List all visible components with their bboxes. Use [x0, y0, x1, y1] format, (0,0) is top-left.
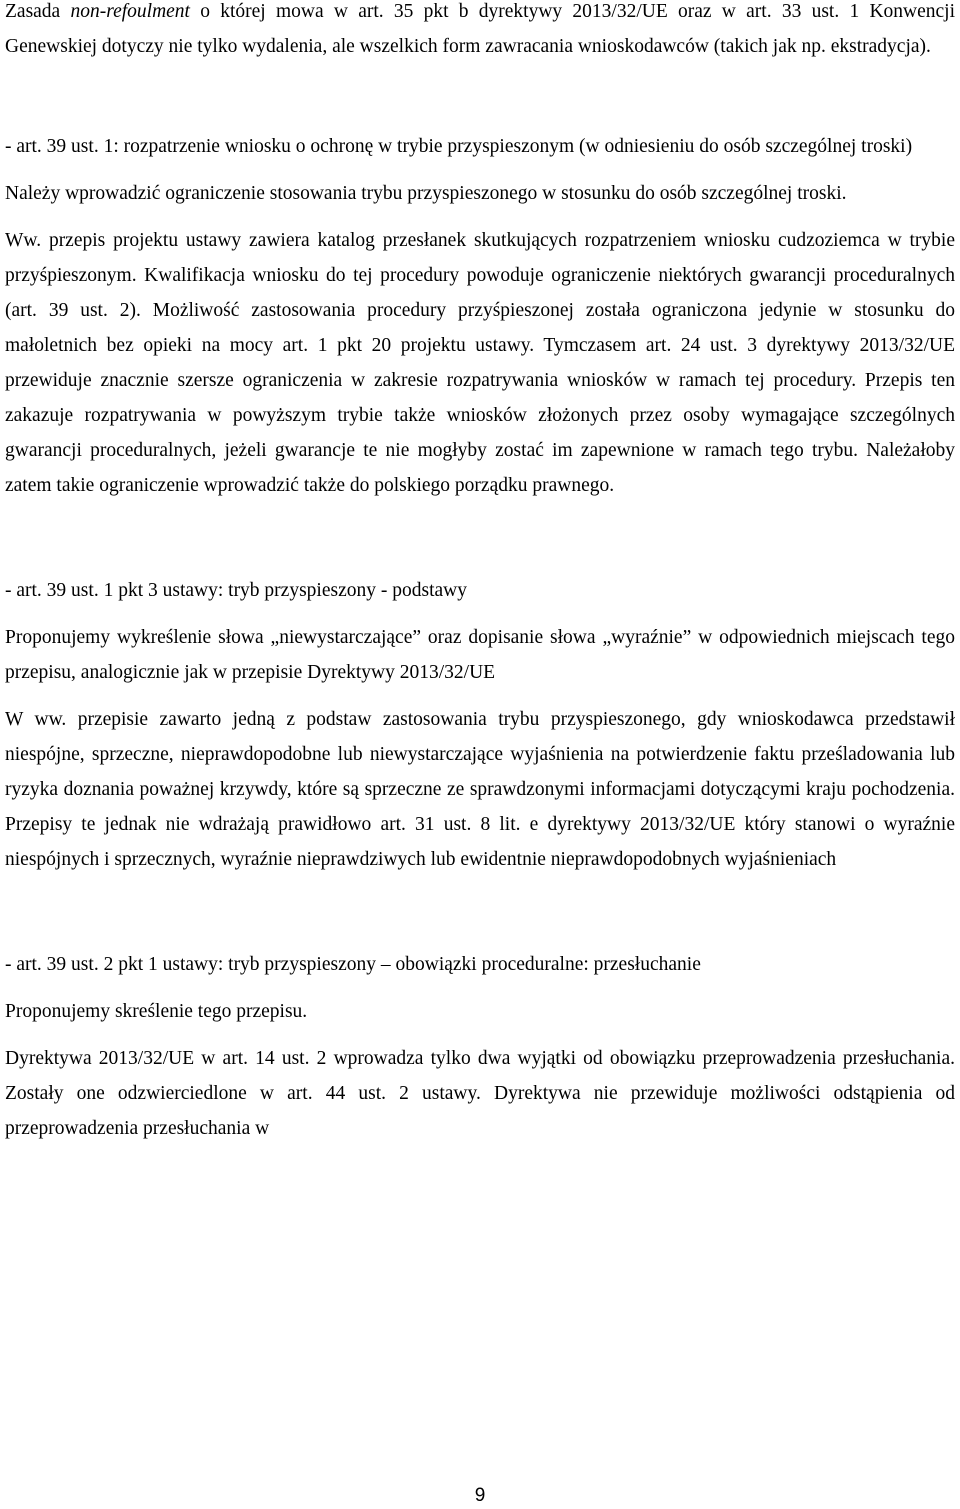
- paragraph-text: Zasada: [5, 1, 71, 22]
- latin-term: non-refoulment: [70, 1, 190, 22]
- paragraph-proposal: Proponujemy skreślenie tego przepisu.: [5, 1001, 308, 1022]
- paragraph-justification: Dyrektywa 2013/32/UE w art. 14 ust. 2 wprowadza tylko dwa wyjątki od obowiązku przeprowadzenia przesłuchania. Zostały one odzwierciedlone w art. 44 ust. 2 ustawy. Dyrektywa nie przewiduje możliwości odstąpienia od przeprowadzenia przesłuchania w: [5, 1048, 955, 1139]
- paragraph-proposal: Proponujemy wykreślenie słowa „niewystarczające” oraz dopisanie słowa „wyraźnie” w odpowiednich miejscach tego przepisu, analogicznie jak w przepisie Dyrektywy 2013/32/UE: [5, 627, 955, 683]
- paragraph-justification: Ww. przepis projektu ustawy zawiera katalog przesłanek skutkujących rozpatrzeniem wniosku cudzoziemca w trybie przyśpieszonym. Kwalifikacja wniosku do tej procedury powoduje ograniczenie niektórych gwarancji proceduralnych (art. 39 ust. 2). Możliwość zastosowania procedury przyśpieszonej została ograniczona jedynie w stosunku do małoletnich bez opieki na mocy art. 1 pkt 20 projektu ustawy. Tymczasem art. 24 ust. 3 dyrektywy 2013/32/UE przewiduje znacznie szersze ograniczenia w zakresie rozpatrywania wniosków w ramach tej procedury. Przepis ten zakazuje rozpatrywania w powyższym trybie także wniosków złożonych przez osoby wymagające szczególnych gwarancji proceduralnych, jeżeli gwarancje te nie mogłyby zostać im zapewnione w ramach tego trybu. Należałoby zatem takie ograniczenie wprowadzić także do polskiego porządku prawnego.: [5, 230, 955, 496]
- paragraph-recommendation: Należy wprowadzić ograniczenie stosowania trybu przyspieszonego w stosunku do osób szczególnej troski.: [5, 183, 847, 204]
- paragraph-non-refoulement: [5, 0, 955, 64]
- section-heading-art39-ust2-pkt1: - art. 39 ust. 2 pkt 1 ustawy: tryb przyspieszony – obowiązki proceduralne: przesłuchanie: [5, 954, 701, 975]
- page-number: 9: [474, 1485, 486, 1506]
- document-page: [5, 0, 955, 1146]
- paragraph-text: o której mowa w art. 35 pkt b dyrektywy 2013/32/UE oraz w art. 33 ust. 1 Konwencji Genewskiej dotyczy nie tylko wydalenia, ale wszelkich form zawracania wnioskodawców (takich jak np. ekstradycja).: [5, 1, 956, 57]
- paragraph-justification: W ww. przepisie zawarto jedną z podstaw zastosowania trybu przyspieszonego, gdy wnioskodawca przedstawił niespójne, sprzeczne, nieprawdopodobne lub niewystarczające wyjaśnienia na potwierdzenie faktu prześladowania lub ryzyka doznania poważnej krzywdy, które są sprzeczne ze sprawdzonymi informacjami dotyczącymi kraju pochodzenia. Przepisy te jednak nie wdrażają prawidłowo art. 31 ust. 8 lit. e dyrektywy 2013/32/UE który stanowi o wyraźnie niespójnych i sprzecznych, wyraźnie nieprawdziwych lub ewidentnie nieprawdopodobnych wyjaśnieniach: [5, 709, 955, 870]
- section-heading-art39-ust1-pkt3: - art. 39 ust. 1 pkt 3 ustawy: tryb przyspieszony - podstawy: [5, 580, 467, 601]
- section-heading-art39-ust1: - art. 39 ust. 1: rozpatrzenie wniosku o ochronę w trybie przyspieszonym (w odniesieniu do osób szczególnej troski): [5, 136, 913, 157]
